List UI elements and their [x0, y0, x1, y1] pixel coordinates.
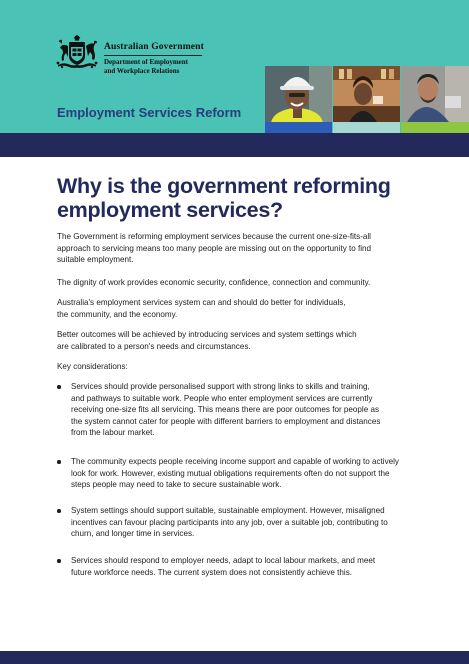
text-line: Services should respond to employer needs, adapt to local labour markets, and meet — [71, 556, 376, 565]
text-line: future workforce needs. The current system does not consistently achieve this. — [71, 567, 353, 577]
gov-title: Australian Government — [104, 41, 204, 52]
photo-worker-hardhat — [265, 66, 332, 122]
bullet-icon — [57, 509, 61, 513]
text-line: suitable employment. — [57, 255, 134, 265]
bullet-icon — [57, 559, 61, 563]
text-line: System settings should support suitable, sustainable employment. However, misaligned — [71, 506, 385, 515]
title-line: employment services? — [57, 198, 283, 222]
text-line: from the labour market. — [71, 428, 155, 438]
footer-band — [0, 651, 469, 664]
photo-worker-cafe — [333, 66, 400, 122]
paragraph-do-better — [57, 297, 417, 320]
text-line: The community expects people receiving income support and capable of working to actively — [71, 457, 399, 466]
bullet-icon — [57, 460, 61, 464]
coat-of-arms-icon — [54, 34, 100, 70]
paragraph-key-considerations — [57, 361, 417, 373]
text-line: The dignity of work provides economic security, confidence, connection and community. — [57, 278, 371, 287]
text-line: Services should provide personalised support with strong links to skills and training, — [71, 382, 370, 391]
band-title: Employment Services Reform — [57, 105, 242, 120]
bullet-icon — [57, 385, 61, 389]
gov-title-rule — [104, 55, 202, 56]
text-line: incentives can favour placing participants into any job, over a suitable job, contributing to — [71, 517, 388, 527]
paragraph-better-outcomes — [57, 329, 417, 352]
text-line: the community, and the economy. — [57, 309, 178, 319]
page-title — [57, 174, 417, 222]
accent-bar-light — [333, 122, 400, 133]
paragraph-dignity — [57, 277, 417, 289]
header-band — [0, 0, 469, 134]
accent-bar-green — [401, 122, 469, 133]
text-line: The Government is reforming employment services because the current one-size-fits-all — [57, 232, 371, 241]
photo-worker-office — [401, 66, 469, 122]
text-line: look for work. However, existing mutual obligations requirements often do not support the — [71, 468, 390, 478]
text-line: the system cannot cater for people with different barriers to employment and distances — [71, 416, 381, 426]
text-line: approach to servicing means too many people are missing out on the opportunity to find — [57, 243, 372, 253]
paragraph-reform-reason — [57, 231, 417, 266]
accent-bar-blue — [265, 122, 332, 133]
text-line: churn, and longer time in services. — [71, 529, 195, 539]
department-line: Department of Employment — [104, 58, 188, 66]
text-line: steps people may need to take to secure sustainable work. — [71, 480, 282, 490]
text-line: are calibrated to a person's needs and circumstances. — [57, 341, 251, 351]
title-line: Why is the government reforming — [57, 174, 391, 198]
department-line: and Workplace Relations — [104, 67, 180, 75]
text-line: receiving one-size fits all servicing. This means there are poor outcomes for people as — [71, 405, 380, 415]
text-line: Better outcomes will be achieved by introducing services and system settings which — [57, 330, 357, 339]
navy-band — [0, 133, 469, 157]
text-line: Australia's employment services system can and should do better for individuals, — [57, 298, 346, 307]
text-line: and pathways to suitable work. People who enter employment services are currently — [71, 393, 373, 403]
text-line: Key considerations: — [57, 362, 128, 371]
